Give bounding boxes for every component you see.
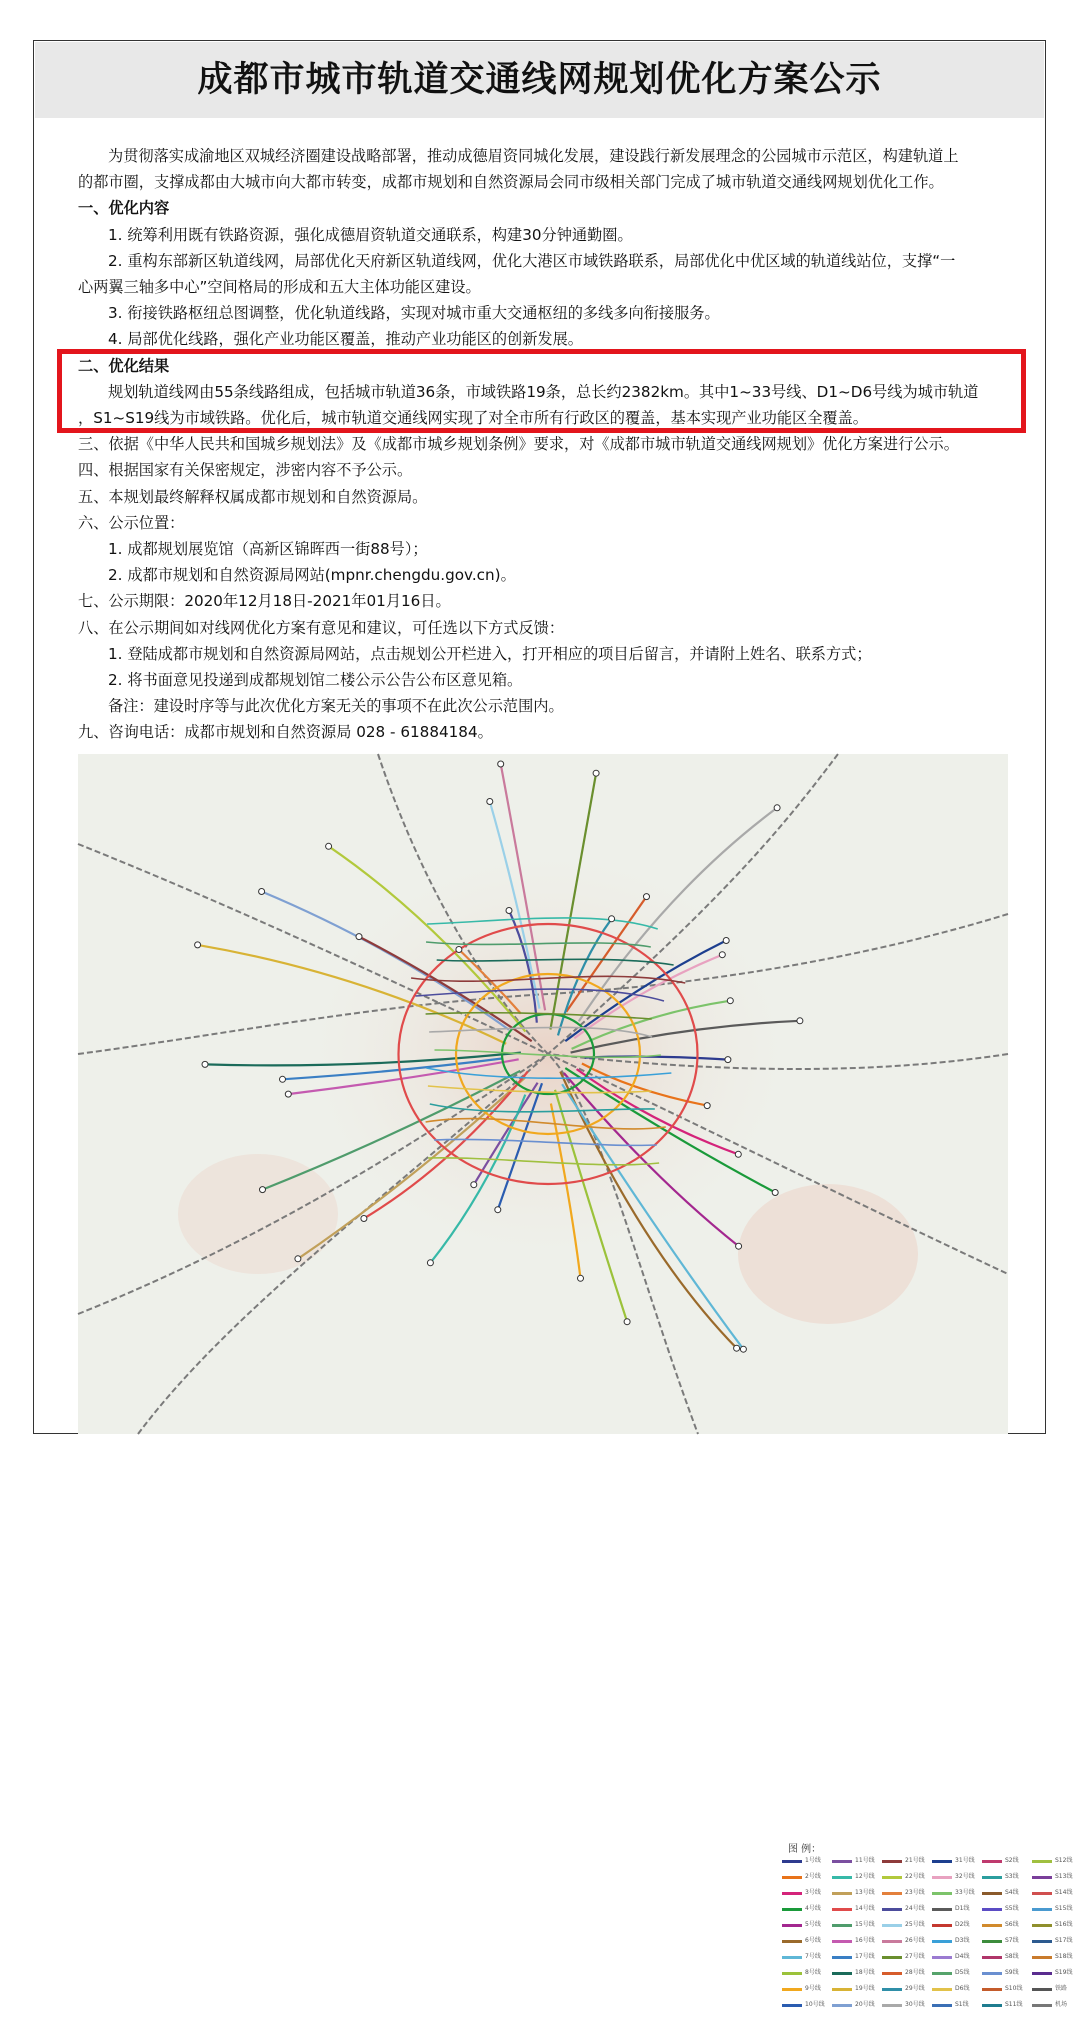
legend-item bbox=[982, 1888, 1030, 1898]
legend-swatch bbox=[832, 1956, 852, 1959]
legend-label: D2线 bbox=[955, 1921, 970, 1928]
legend-item bbox=[882, 2000, 930, 2010]
legend-label: S7线 bbox=[1005, 1937, 1019, 1944]
list-item: 4. 局部优化线路，强化产业功能区覆盖，推动产业功能区的创新发展。 bbox=[108, 330, 583, 349]
legend-label: S8线 bbox=[1005, 1953, 1019, 1960]
legend-label: 铁路 bbox=[1055, 1985, 1068, 1992]
list-item: 3. 衔接铁路枢纽总图调整，优化轨道线路，实现对城市重大交通枢纽的多线多向衔接服务。 bbox=[108, 304, 720, 323]
legend-swatch bbox=[1032, 1924, 1052, 1927]
legend-swatch bbox=[1032, 1908, 1052, 1911]
legend-label: 3号线 bbox=[805, 1889, 821, 1896]
terminal-station bbox=[487, 799, 493, 805]
legend-swatch bbox=[1032, 1972, 1052, 1975]
map-legend bbox=[772, 1834, 1086, 2044]
legend-item bbox=[882, 1952, 930, 1962]
legend-swatch bbox=[882, 1972, 902, 1975]
terminal-station bbox=[295, 1256, 301, 1262]
legend-swatch bbox=[1032, 1876, 1052, 1879]
legend-swatch bbox=[982, 1924, 1002, 1927]
legend-swatch bbox=[932, 1972, 952, 1975]
legend-item bbox=[882, 1920, 930, 1930]
section-text: 六、公示位置： bbox=[78, 513, 185, 532]
legend-item bbox=[932, 1968, 980, 1978]
legend-label: 16号线 bbox=[855, 1937, 875, 1944]
legend-item bbox=[882, 1856, 930, 1866]
legend-label: S17线 bbox=[1055, 1937, 1073, 1944]
legend-item bbox=[932, 1984, 980, 1994]
legend-swatch bbox=[832, 1972, 852, 1975]
legend-swatch bbox=[882, 1940, 902, 1943]
legend-item bbox=[1032, 1936, 1080, 1946]
legend-swatch bbox=[782, 1892, 802, 1895]
legend-item bbox=[982, 1856, 1030, 1866]
terminal-station bbox=[736, 1243, 742, 1249]
legend-label: 12号线 bbox=[855, 1873, 875, 1880]
legend-item bbox=[782, 1936, 830, 1946]
note-text: 备注：建设时序等与此次优化方案无关的事项不在此次公示范围内。 bbox=[108, 697, 564, 716]
legend-label: 18号线 bbox=[855, 1969, 875, 1976]
legend-label: 10号线 bbox=[805, 2001, 825, 2008]
legend-label: S12线 bbox=[1055, 1857, 1073, 1864]
legend-swatch bbox=[1032, 1892, 1052, 1895]
legend-item bbox=[782, 1920, 830, 1930]
legend-item bbox=[882, 1936, 930, 1946]
legend-label: 9号线 bbox=[805, 1985, 821, 1992]
legend-label: 23号线 bbox=[905, 1889, 925, 1896]
terminal-station bbox=[723, 938, 729, 944]
terminal-station bbox=[260, 1187, 266, 1193]
section-text: 三、依据《中华人民共和国城乡规划法》及《成都市城乡规划条例》要求，对《成都市城市轨道交通线网规划》优化方案进行公示。 bbox=[78, 435, 959, 454]
legend-label: S6线 bbox=[1005, 1921, 1019, 1928]
terminal-station bbox=[727, 998, 733, 1004]
legend-item bbox=[982, 1920, 1030, 1930]
legend-swatch bbox=[982, 1892, 1002, 1895]
legend-label: D6线 bbox=[955, 1985, 970, 1992]
legend-label: S19线 bbox=[1055, 1969, 1073, 1976]
legend-swatch bbox=[832, 2004, 852, 2007]
terminal-station bbox=[644, 894, 650, 900]
legend-label: S3线 bbox=[1005, 1873, 1019, 1880]
legend-label: D4线 bbox=[955, 1953, 970, 1960]
legend-swatch bbox=[882, 1892, 902, 1895]
legend-item bbox=[1032, 1952, 1080, 1962]
legend-label: 4号线 bbox=[805, 1905, 821, 1912]
legend-label: S11线 bbox=[1005, 2001, 1023, 2008]
legend-swatch bbox=[882, 2004, 902, 2007]
legend-swatch bbox=[832, 1940, 852, 1943]
legend-item bbox=[1032, 1856, 1080, 1866]
legend-item bbox=[932, 1856, 980, 1866]
legend-item bbox=[832, 1856, 880, 1866]
legend-item bbox=[1032, 1968, 1080, 1978]
legend-label: S2线 bbox=[1005, 1857, 1019, 1864]
section-text: 八、在公示期间如对线网优化方案有意见和建议，可任选以下方式反馈： bbox=[78, 618, 564, 637]
legend-label: S10线 bbox=[1005, 1985, 1023, 1992]
legend-swatch bbox=[982, 1860, 1002, 1863]
legend-label: S15线 bbox=[1055, 1905, 1073, 1912]
legend-label: D3线 bbox=[955, 1937, 970, 1944]
legend-label: S5线 bbox=[1005, 1905, 1019, 1912]
terminal-station bbox=[326, 843, 332, 849]
legend-swatch bbox=[982, 1908, 1002, 1911]
legend-label: 2号线 bbox=[805, 1873, 821, 1880]
legend-item bbox=[1032, 1984, 1080, 1994]
terminal-station bbox=[734, 1345, 740, 1351]
legend-item bbox=[982, 1968, 1030, 1978]
legend-swatch bbox=[832, 1924, 852, 1927]
legend-swatch bbox=[882, 1860, 902, 1863]
legend-label: 26号线 bbox=[905, 1937, 925, 1944]
legend-item bbox=[882, 1904, 930, 1914]
legend-label: 8号线 bbox=[805, 1969, 821, 1976]
intro-line: 的都市圈，支撑成都由大城市向大都市转变，成都市规划和自然资源局会同市级相关部门完成了城市轨道交通线网规划优化工作。 bbox=[78, 173, 944, 192]
legend-swatch bbox=[832, 1860, 852, 1863]
legend-item bbox=[782, 1984, 830, 1994]
terminal-station bbox=[624, 1319, 630, 1325]
terminal-station bbox=[772, 1190, 778, 1196]
legend-label: 25号线 bbox=[905, 1921, 925, 1928]
legend-label: 14号线 bbox=[855, 1905, 875, 1912]
terminal-station bbox=[774, 805, 780, 811]
legend-item bbox=[782, 1872, 830, 1882]
legend-swatch bbox=[882, 1988, 902, 1991]
legend-label: 22号线 bbox=[905, 1873, 925, 1880]
terminal-station bbox=[202, 1061, 208, 1067]
legend-item bbox=[982, 1904, 1030, 1914]
legend-item bbox=[832, 1904, 880, 1914]
terminal-station bbox=[356, 934, 362, 940]
legend-swatch bbox=[782, 1860, 802, 1863]
legend-item bbox=[932, 1888, 980, 1898]
legend-label: S9线 bbox=[1005, 1969, 1019, 1976]
legend-item bbox=[782, 1888, 830, 1898]
legend-label: D1线 bbox=[955, 1905, 970, 1912]
terminal-station bbox=[740, 1346, 746, 1352]
legend-swatch bbox=[782, 1908, 802, 1911]
legend-label: 27号线 bbox=[905, 1953, 925, 1960]
notice-body bbox=[78, 143, 1008, 746]
legend-swatch bbox=[1032, 1956, 1052, 1959]
legend-swatch bbox=[832, 1988, 852, 1991]
legend-swatch bbox=[982, 1876, 1002, 1879]
legend-item bbox=[982, 2000, 1030, 2010]
legend-swatch bbox=[782, 2004, 802, 2007]
legend-item bbox=[832, 2000, 880, 2010]
legend-item bbox=[982, 1872, 1030, 1882]
legend-swatch bbox=[932, 1876, 952, 1879]
terminal-station bbox=[725, 1057, 731, 1063]
legend-label: 20号线 bbox=[855, 2001, 875, 2008]
legend-label: 31号线 bbox=[955, 1857, 975, 1864]
legend-label: 6号线 bbox=[805, 1937, 821, 1944]
legend-label: 11号线 bbox=[855, 1857, 875, 1864]
legend-item bbox=[832, 1968, 880, 1978]
result-line: ，S1~S19线为市域铁路。优化后，城市轨道交通线网实现了对全市所有行政区的覆盖，基本实现产业功能区全覆盖。 bbox=[78, 409, 868, 428]
legend-item bbox=[932, 1920, 980, 1930]
result-line: 规划轨道线网由55条线路组成，包括城市轨道36条，市域铁路19条，总长约2382km。其中1~33号线、D1~D6号线为城市轨道 bbox=[108, 382, 979, 401]
legend-item bbox=[982, 1936, 1030, 1946]
page-title: 成都市城市轨道交通线网规划优化方案公示 bbox=[197, 60, 882, 100]
legend-item bbox=[1032, 2000, 1080, 2010]
legend-label: 28号线 bbox=[905, 1969, 925, 1976]
legend-title: 图 例： bbox=[788, 1844, 822, 1855]
legend-swatch bbox=[932, 1924, 952, 1927]
legend-swatch bbox=[982, 1940, 1002, 1943]
terminal-station bbox=[609, 916, 615, 922]
legend-item bbox=[1032, 1920, 1080, 1930]
legend-label: 29号线 bbox=[905, 1985, 925, 1992]
terminal-station bbox=[797, 1018, 803, 1024]
legend-swatch bbox=[782, 1924, 802, 1927]
legend-swatch bbox=[782, 1876, 802, 1879]
legend-swatch bbox=[932, 1892, 952, 1895]
legend-label: S18线 bbox=[1055, 1953, 1073, 1960]
legend-item bbox=[1032, 1872, 1080, 1882]
legend-label: 1号线 bbox=[805, 1857, 821, 1864]
legend-item bbox=[932, 1936, 980, 1946]
section-text: 四、根据国家有关保密规定，涉密内容不予公示。 bbox=[78, 461, 413, 480]
legend-swatch bbox=[782, 1988, 802, 1991]
terminal-station bbox=[361, 1216, 367, 1222]
legend-label: 13号线 bbox=[855, 1889, 875, 1896]
terminal-station bbox=[471, 1182, 477, 1188]
legend-swatch bbox=[932, 1940, 952, 1943]
legend-swatch bbox=[932, 1988, 952, 1991]
legend-label: S14线 bbox=[1055, 1889, 1073, 1896]
urban-area bbox=[738, 1184, 918, 1324]
legend-item bbox=[832, 1888, 880, 1898]
highlight-box bbox=[57, 349, 1026, 433]
urban-area bbox=[178, 1154, 338, 1274]
legend-swatch bbox=[932, 1860, 952, 1863]
legend-swatch bbox=[982, 2004, 1002, 2007]
legend-item bbox=[932, 1904, 980, 1914]
terminal-station bbox=[280, 1076, 286, 1082]
legend-swatch bbox=[782, 1972, 802, 1975]
legend-item bbox=[832, 1920, 880, 1930]
terminal-station bbox=[578, 1275, 584, 1281]
terminal-station bbox=[427, 1260, 433, 1266]
terminal-station bbox=[285, 1091, 291, 1097]
legend-swatch bbox=[1032, 2004, 1052, 2007]
legend-label: 17号线 bbox=[855, 1953, 875, 1960]
legend-swatch bbox=[882, 1924, 902, 1927]
legend-item bbox=[832, 1984, 880, 1994]
legend-swatch bbox=[882, 1876, 902, 1879]
legend-item bbox=[1032, 1888, 1080, 1898]
legend-swatch bbox=[882, 1956, 902, 1959]
legend-item bbox=[782, 1968, 830, 1978]
legend-grid bbox=[782, 1856, 1082, 2038]
terminal-station bbox=[719, 952, 725, 958]
legend-label: 30号线 bbox=[905, 2001, 925, 2008]
list-item: 2. 重构东部新区轨道线网，局部优化天府新区轨道线网，优化大港区市域铁路联系，局部优化中优区域的轨道线站位，支撑“一 bbox=[108, 251, 956, 270]
legend-swatch bbox=[982, 1988, 1002, 1991]
legend-label: S13线 bbox=[1055, 1873, 1073, 1880]
legend-swatch bbox=[932, 2004, 952, 2007]
legend-swatch bbox=[832, 1876, 852, 1879]
legend-label: 机场 bbox=[1055, 2001, 1068, 2008]
legend-item bbox=[1032, 1904, 1080, 1914]
legend-label: 32号线 bbox=[955, 1873, 975, 1880]
list-item: 1. 登陆成都市规划和自然资源局网站，点击规划公开栏进入，打开相应的项目后留言，并请附上姓名、联系方式； bbox=[108, 644, 872, 663]
legend-label: D5线 bbox=[955, 1969, 970, 1976]
legend-label: 21号线 bbox=[905, 1857, 925, 1864]
terminal-station bbox=[456, 947, 462, 953]
section-heading: 二、优化结果 bbox=[78, 356, 170, 375]
legend-item bbox=[932, 1952, 980, 1962]
legend-label: 24号线 bbox=[905, 1905, 925, 1912]
legend-label: 15号线 bbox=[855, 1921, 875, 1928]
legend-item bbox=[882, 1968, 930, 1978]
legend-item bbox=[782, 1952, 830, 1962]
legend-item bbox=[982, 1984, 1030, 1994]
legend-label: 7号线 bbox=[805, 1953, 821, 1960]
legend-item bbox=[932, 1872, 980, 1882]
legend-label: S1线 bbox=[955, 2001, 969, 2008]
legend-swatch bbox=[832, 1892, 852, 1895]
terminal-station bbox=[704, 1103, 710, 1109]
legend-item bbox=[782, 1904, 830, 1914]
legend-item bbox=[782, 2000, 830, 2010]
legend-swatch bbox=[1032, 1988, 1052, 1991]
map-drawing bbox=[78, 754, 1008, 1434]
legend-label: S16线 bbox=[1055, 1921, 1073, 1928]
legend-item bbox=[882, 1888, 930, 1898]
legend-item bbox=[882, 1872, 930, 1882]
terminal-station bbox=[593, 770, 599, 776]
legend-item bbox=[982, 1952, 1030, 1962]
terminal-station bbox=[498, 761, 504, 767]
terminal-station bbox=[195, 942, 201, 948]
legend-item bbox=[832, 1872, 880, 1882]
legend-swatch bbox=[1032, 1940, 1052, 1943]
rail-network-map bbox=[78, 754, 1073, 2008]
legend-label: 33号线 bbox=[955, 1889, 975, 1896]
legend-swatch bbox=[1032, 1860, 1052, 1863]
legend-swatch bbox=[882, 1908, 902, 1911]
legend-swatch bbox=[782, 1956, 802, 1959]
terminal-station bbox=[735, 1151, 741, 1157]
terminal-station bbox=[506, 908, 512, 914]
list-item: 1. 成都规划展览馆（高新区锦晖西一街88号）； bbox=[108, 540, 428, 559]
terminal-station bbox=[495, 1207, 501, 1213]
intro-line: 为贯彻落实成渝地区双城经济圈建设战略部署，推动成德眉资同城化发展，建设践行新发展理念的公园城市示范区，构建轨道上 bbox=[108, 147, 959, 165]
section-text: 七、公示期限：2020年12月18日-2021年01月16日。 bbox=[78, 592, 451, 611]
legend-item bbox=[932, 2000, 980, 2010]
legend-item bbox=[832, 1936, 880, 1946]
legend-label: S4线 bbox=[1005, 1889, 1019, 1896]
legend-item bbox=[832, 1952, 880, 1962]
legend-swatch bbox=[982, 1972, 1002, 1975]
terminal-station bbox=[259, 889, 265, 895]
legend-swatch bbox=[932, 1908, 952, 1911]
section-heading: 一、优化内容 bbox=[78, 199, 170, 218]
list-item: 1. 统筹利用既有铁路资源，强化成德眉资轨道交通联系，构建30分钟通勤圈。 bbox=[108, 225, 633, 244]
list-item: 2. 将书面意见投递到成都规划馆二楼公示公告公布区意见箱。 bbox=[108, 671, 523, 690]
legend-swatch bbox=[932, 1956, 952, 1959]
legend-swatch bbox=[782, 1940, 802, 1943]
list-item: 2. 成都市规划和自然资源局网站(mpnr.chengdu.gov.cn)。 bbox=[108, 566, 516, 585]
legend-label: 5号线 bbox=[805, 1921, 821, 1928]
legend-item bbox=[782, 1856, 830, 1866]
legend-swatch bbox=[982, 1956, 1002, 1959]
legend-item bbox=[882, 1984, 930, 1994]
section-text: 五、本规划最终解释权属成都市规划和自然资源局。 bbox=[78, 487, 428, 506]
list-item: 心两翼三轴多中心”空间格局的形成和五大主体功能区建设。 bbox=[78, 278, 481, 297]
legend-swatch bbox=[832, 1908, 852, 1911]
section-text: 九、咨询电话：成都市规划和自然资源局 028 - 61884184。 bbox=[78, 723, 493, 742]
legend-label: 19号线 bbox=[855, 1985, 875, 1992]
